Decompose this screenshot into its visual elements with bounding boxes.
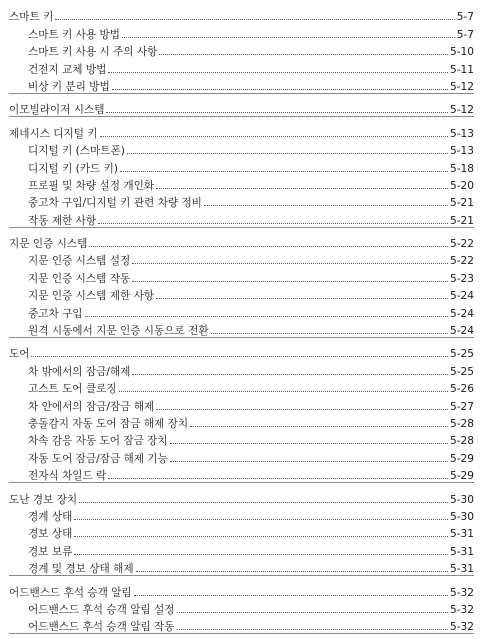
toc-section-heading[interactable] <box>9 6 474 23</box>
toc-section-heading[interactable] <box>9 581 474 598</box>
page-number: 5-29 <box>449 452 474 465</box>
section-title: 스마트 키 <box>9 11 54 24</box>
page-number: 5-31 <box>449 545 474 558</box>
toc-entry[interactable] <box>9 395 474 412</box>
entry-title: 고스트 도어 클로징 <box>28 383 117 396</box>
entry-title: 디지털 키 (스마트폰) <box>28 145 125 158</box>
entry-title: 경보 상태 <box>28 528 73 541</box>
toc-section <box>9 581 474 634</box>
entry-title: 건전지 교체 방법 <box>28 63 107 76</box>
entry-title: 중고차 구입 <box>28 307 83 320</box>
entry-title: 원격 시동에서 지문 인증 시동으로 전환 <box>28 325 209 338</box>
toc-entry[interactable] <box>9 360 474 377</box>
page-number: 5-24 <box>449 325 474 338</box>
page-number: 5-25 <box>449 365 474 378</box>
toc-section <box>9 233 474 338</box>
page-number: 5-28 <box>449 435 474 448</box>
toc-entry[interactable] <box>9 540 474 557</box>
entry-title: 지문 인증 시스템 설정 <box>28 255 131 268</box>
dot-leader <box>211 333 448 334</box>
page-number: 5-7 <box>456 28 474 41</box>
page-number: 5-12 <box>449 104 474 117</box>
dot-leader <box>112 89 448 90</box>
toc-section-heading[interactable] <box>9 122 474 139</box>
toc-entry[interactable] <box>9 465 474 482</box>
toc-entry[interactable] <box>9 157 474 174</box>
toc-entry[interactable] <box>9 23 474 40</box>
entry-title: 차속 감응 자동 도어 잠금 장치 <box>28 435 168 448</box>
dot-leader <box>31 356 447 357</box>
toc-entry[interactable] <box>9 250 474 267</box>
toc-entry[interactable] <box>9 506 474 523</box>
entry-title: 차 밖에서의 잠금/해제 <box>28 365 131 378</box>
toc-entry[interactable] <box>9 58 474 75</box>
toc-section-heading[interactable] <box>9 233 474 250</box>
section-title: 지문 인증 시스템 <box>9 238 88 251</box>
page-number: 5-31 <box>449 563 474 576</box>
entry-title: 충돌감지 자동 도어 잠금 해제 장치 <box>28 417 189 430</box>
dot-leader <box>98 223 448 224</box>
dot-leader <box>156 409 448 410</box>
toc-entry[interactable] <box>9 41 474 58</box>
dot-leader <box>108 478 448 479</box>
page-number: 5-24 <box>449 307 474 320</box>
entry-title: 전자식 차일드 락 <box>28 470 107 483</box>
toc-entry[interactable] <box>9 599 474 616</box>
table-of-contents <box>9 6 474 639</box>
dot-leader <box>122 37 455 38</box>
toc-entry[interactable] <box>9 447 474 464</box>
dot-leader <box>204 205 448 206</box>
toc-section-heading[interactable] <box>9 99 474 116</box>
page-number: 5-32 <box>449 603 474 616</box>
page-number: 5-30 <box>449 510 474 523</box>
toc-entry[interactable] <box>9 267 474 284</box>
entry-title: 경보 보류 <box>28 545 73 558</box>
page-number: 5-21 <box>449 214 474 227</box>
dot-leader <box>127 153 448 154</box>
dot-leader <box>106 112 447 113</box>
toc-entry[interactable] <box>9 302 474 319</box>
dot-leader <box>55 19 454 20</box>
entry-title: 중고차 구입/디지털 키 관련 차량 정비 <box>28 197 202 210</box>
entry-title: 프로필 및 차량 설정 개인화 <box>28 179 155 192</box>
page-number: 5-30 <box>449 493 474 506</box>
page-number: 5-32 <box>449 586 474 599</box>
page-number: 5-7 <box>456 11 474 24</box>
toc-section <box>9 99 474 117</box>
toc-section <box>9 122 474 227</box>
dot-leader <box>177 612 448 613</box>
page-number: 5-13 <box>449 145 474 158</box>
page-number: 5-31 <box>449 528 474 541</box>
dot-leader <box>79 502 448 503</box>
dot-leader <box>120 171 448 172</box>
toc-entry[interactable] <box>9 558 474 575</box>
dot-leader <box>190 426 448 427</box>
entry-title: 어드밴스드 후석 승객 알림 작동 <box>28 621 175 634</box>
toc-entry[interactable] <box>9 616 474 633</box>
entry-title: 비상 키 분리 방법 <box>28 80 110 93</box>
dot-leader <box>132 374 448 375</box>
entry-title: 자동 도어 잠금/잠금 해제 기능 <box>28 452 168 465</box>
page-number: 5-24 <box>449 290 474 303</box>
entry-title: 스마트 키 사용 방법 <box>28 28 120 41</box>
entry-title: 어드밴스드 후석 승객 알림 설정 <box>28 603 175 616</box>
page-number: 5-27 <box>449 400 474 413</box>
dot-leader <box>132 281 448 282</box>
entry-title: 디지털 키 (카드 키) <box>28 162 119 175</box>
entry-title: 스마트 키 사용 시 주의 사항 <box>28 46 158 59</box>
entry-title: 지문 인증 시스템 제한 사항 <box>28 290 155 303</box>
page-number: 5-32 <box>449 621 474 634</box>
toc-entry[interactable] <box>9 285 474 302</box>
toc-section-heading[interactable] <box>9 343 474 360</box>
page-number: 5-22 <box>449 255 474 268</box>
page-number: 5-11 <box>449 63 474 76</box>
page-number: 5-25 <box>449 348 474 361</box>
dot-leader <box>170 461 448 462</box>
dot-leader <box>89 246 448 247</box>
page-number: 5-28 <box>449 417 474 430</box>
dot-leader <box>136 571 448 572</box>
dot-leader <box>159 54 448 55</box>
entry-title: 경계 상태 <box>28 510 73 523</box>
entry-title: 차 안에서의 잠금/잠금 해제 <box>28 400 155 413</box>
toc-entry[interactable] <box>9 320 474 337</box>
page-number: 5-22 <box>449 238 474 251</box>
dot-leader <box>74 519 448 520</box>
dot-leader <box>170 443 448 444</box>
entry-title: 경계 및 경보 상태 해제 <box>28 563 134 576</box>
toc-section <box>9 343 474 483</box>
section-title: 도어 <box>9 348 30 361</box>
page-number: 5-12 <box>449 80 474 93</box>
toc-entry[interactable] <box>9 523 474 540</box>
page-number: 5-10 <box>449 46 474 59</box>
dot-leader <box>156 298 448 299</box>
dot-leader <box>132 263 448 264</box>
entry-title: 작동 제한 사항 <box>28 214 97 227</box>
dot-leader <box>74 554 448 555</box>
section-title: 어드밴스드 후석 승객 알림 <box>9 586 132 599</box>
dot-leader <box>108 72 448 73</box>
dot-leader <box>74 536 448 537</box>
page-number: 5-20 <box>449 179 474 192</box>
toc-entry[interactable] <box>9 209 474 226</box>
toc-entry[interactable] <box>9 76 474 93</box>
toc-section-heading[interactable] <box>9 488 474 505</box>
toc-entry[interactable] <box>9 192 474 209</box>
dot-leader <box>85 316 448 317</box>
dot-leader <box>156 188 448 189</box>
dot-leader <box>134 595 448 596</box>
toc-section <box>9 6 474 94</box>
dot-leader <box>177 629 448 630</box>
section-title: 제네시스 디지털 키 <box>9 127 98 140</box>
toc-entry[interactable] <box>9 378 474 395</box>
section-title: 이모빌라이저 시스템 <box>9 104 105 117</box>
page-number: 5-26 <box>449 383 474 396</box>
page-number: 5-18 <box>449 162 474 175</box>
page-number: 5-13 <box>449 127 474 140</box>
toc-entry[interactable] <box>9 175 474 192</box>
toc-entry[interactable] <box>9 140 474 157</box>
entry-title: 지문 인증 시스템 작동 <box>28 272 131 285</box>
page-number: 5-29 <box>449 470 474 483</box>
dot-leader <box>119 391 448 392</box>
page-number: 5-21 <box>449 197 474 210</box>
toc-section <box>9 488 474 576</box>
toc-entry[interactable] <box>9 430 474 447</box>
dot-leader <box>100 136 448 137</box>
page-number: 5-23 <box>449 272 474 285</box>
toc-entry[interactable] <box>9 413 474 430</box>
section-title: 도난 경보 장치 <box>9 493 78 506</box>
